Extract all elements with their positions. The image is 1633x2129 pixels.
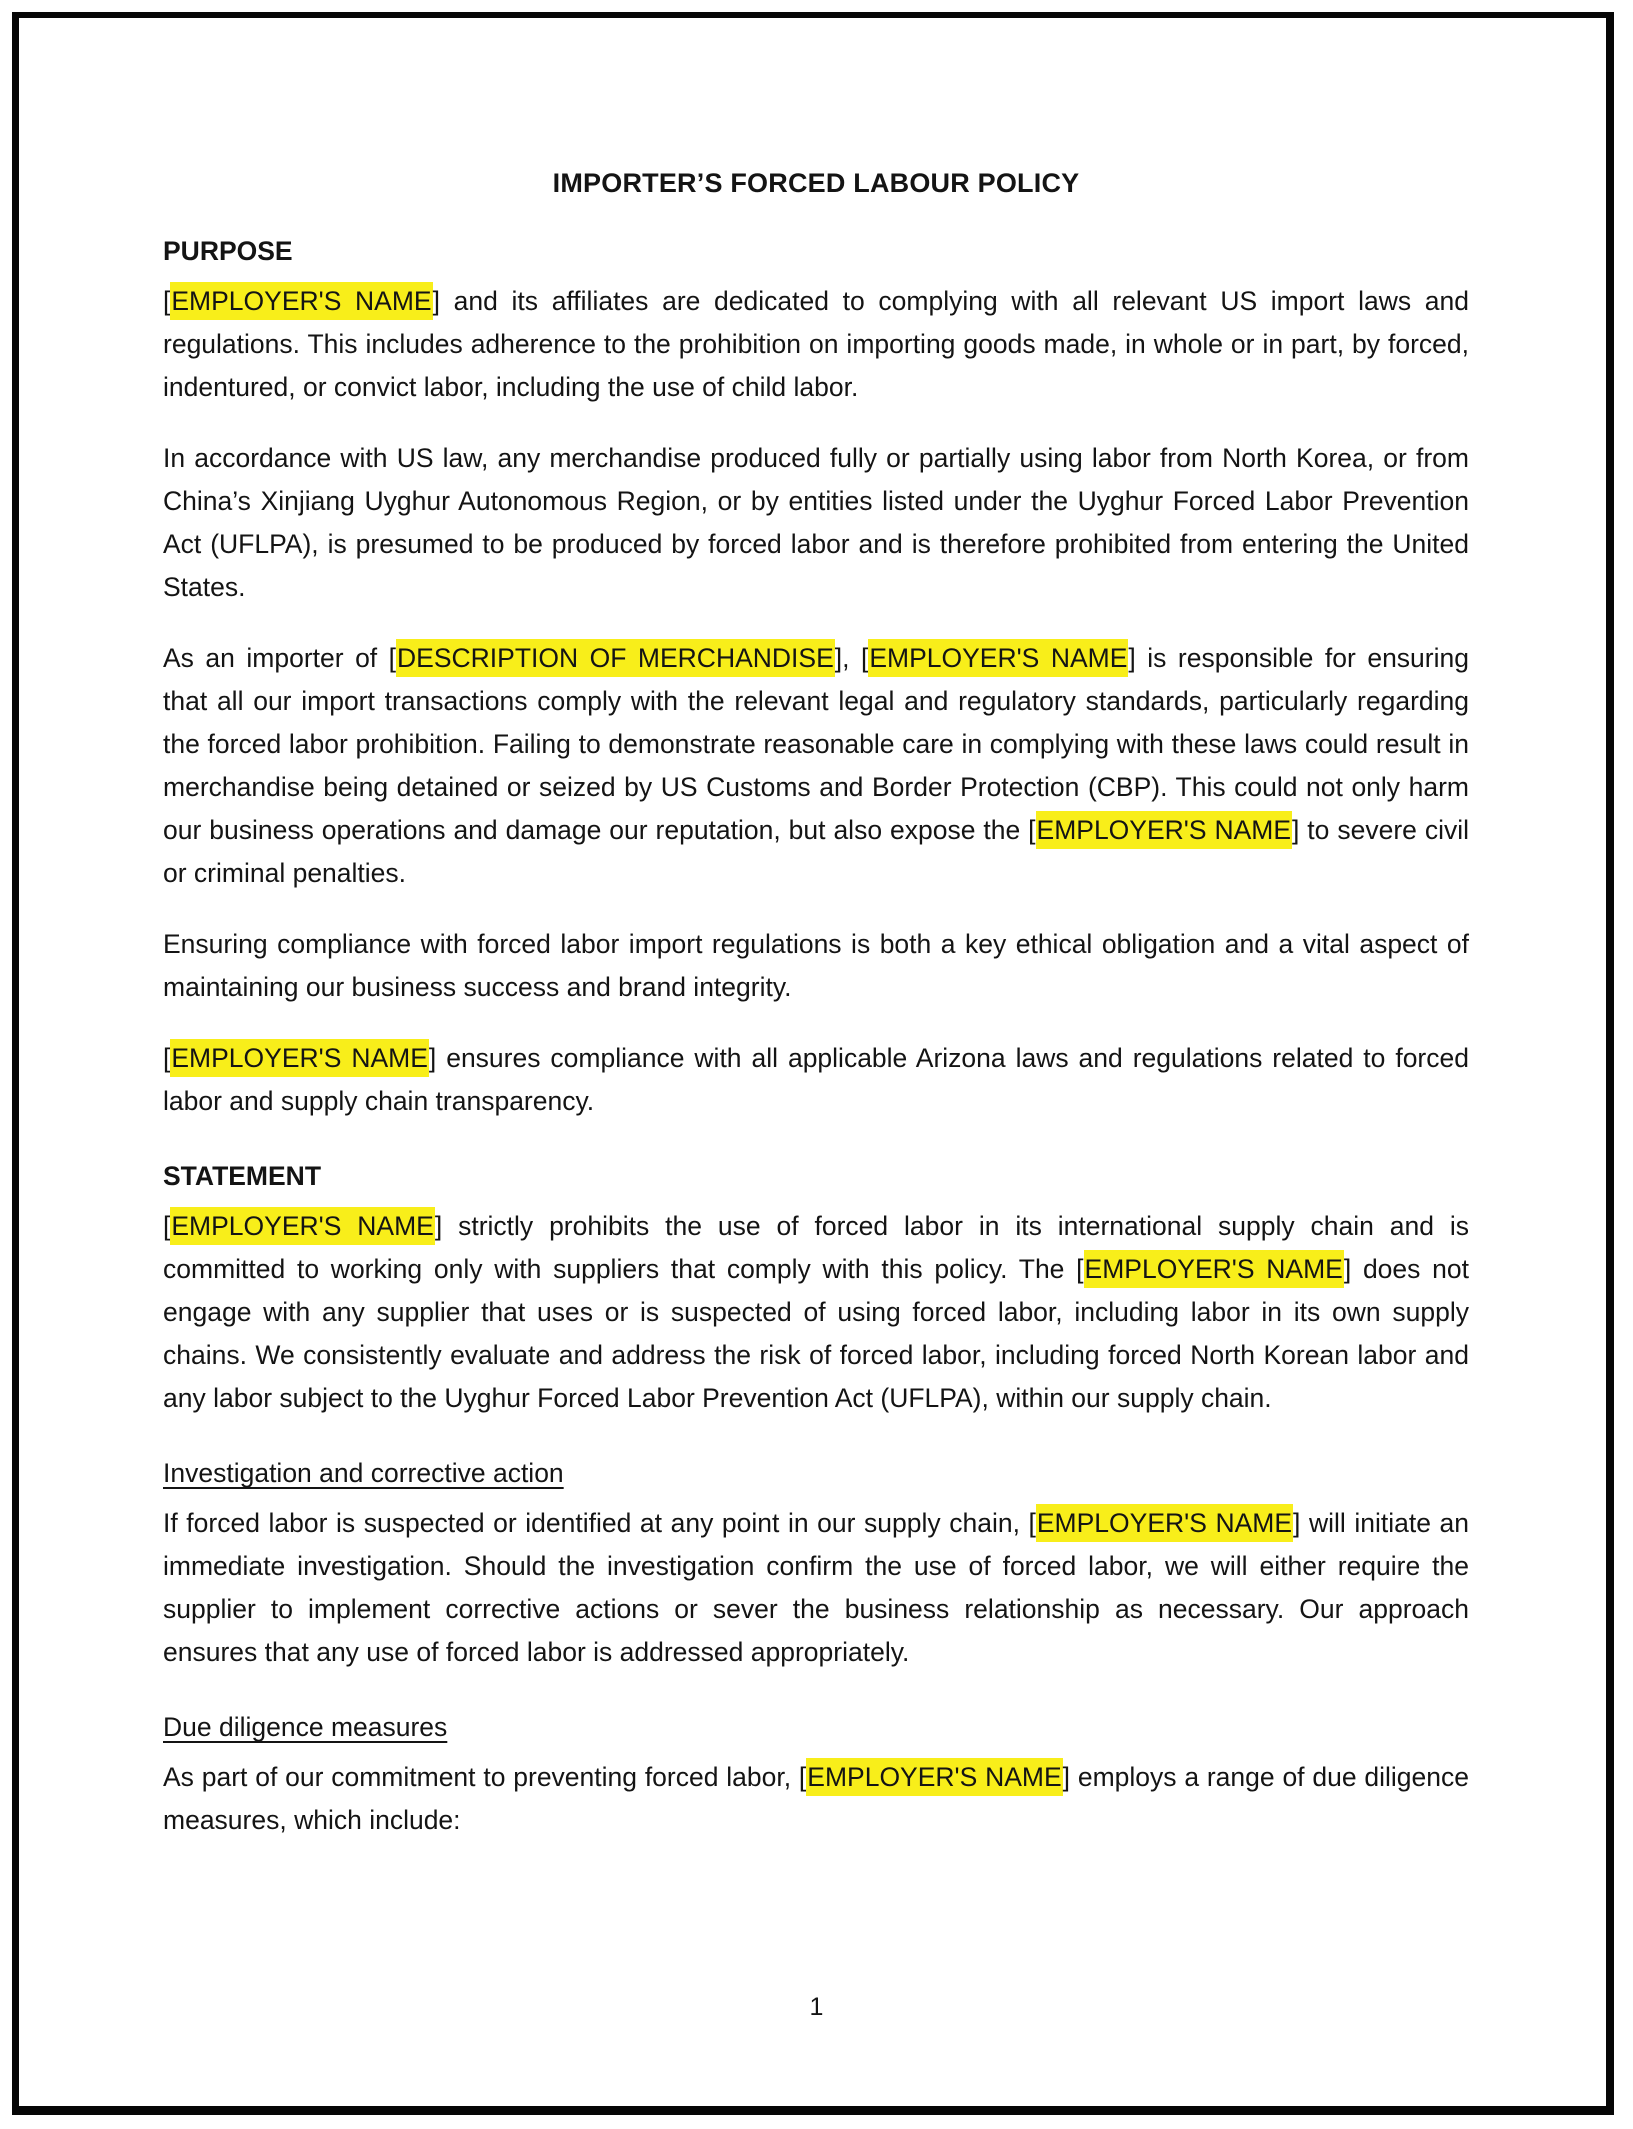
paragraph	[163, 923, 1469, 1009]
paragraph-text: Ensuring compliance with forced labor import regulations is both a key ethical obligation and a vital aspect of maintaining our business success and brand integrity.	[163, 929, 1469, 1002]
paragraph-text: As an importer of [	[163, 643, 397, 673]
paragraph-text: As part of our commitment to preventing forced labor, [	[163, 1762, 807, 1792]
paragraph	[163, 637, 1469, 895]
paragraph-text: ] strictly prohibits the use of forced labor in its international supply chain and is committed to working only with suppliers that comply with this policy. The [	[163, 1211, 1469, 1284]
paragraph-text: ] does not engage with any supplier that uses or is suspected of using forced labor, including labor in its own supply chains. We consistently evaluate and address the risk of forced labor, including forced North Korean labor and any labor subject to the Uyghur Forced Labor Prevention Act (UFLPA), within our supply chain.	[163, 1254, 1469, 1413]
placeholder-highlight: EMPLOYER'S NAME	[806, 1758, 1062, 1796]
paragraph	[163, 280, 1469, 409]
paragraph-text: ] ensures compliance with all applicable Arizona laws and regulations related to forced labor and supply chain transparency.	[163, 1043, 1469, 1116]
paragraph	[163, 1756, 1469, 1842]
section-heading: PURPOSE	[163, 236, 293, 266]
placeholder-highlight: EMPLOYER'S NAME	[170, 1207, 434, 1245]
subsection-heading: Investigation and corrective action	[163, 1458, 564, 1488]
paragraph-text: [	[163, 1211, 171, 1241]
placeholder-highlight: EMPLOYER'S NAME	[868, 639, 1128, 677]
paragraph-text: If forced labor is suspected or identified at any point in our supply chain, [	[163, 1508, 1036, 1538]
paragraph	[163, 437, 1469, 609]
placeholder-highlight: DESCRIPTION OF MERCHANDISE	[396, 639, 835, 677]
section-heading: STATEMENT	[163, 1161, 322, 1191]
paragraph-text: ] to severe civil or criminal penalties.	[163, 815, 1469, 888]
paragraph-text: [	[163, 1043, 171, 1073]
paragraph-text: ] will initiate an immediate investigation. Should the investigation confirm the use of forced labor, we will either require the supplier to implement corrective actions or sever the business relationship as necessary. Our approach ensures that any use of forced labor is addressed appropriately.	[163, 1508, 1469, 1667]
document-content	[163, 0, 1469, 1870]
placeholder-highlight: EMPLOYER'S NAME	[170, 282, 432, 320]
paragraph-text: [	[163, 286, 171, 316]
document-title: IMPORTER’S FORCED LABOUR POLICY	[552, 168, 1080, 198]
paragraph-text: In accordance with US law, any merchandise produced fully or partially using labor from North Korea, or from China’s Xinjiang Uyghur Autonomous Region, or by entities listed under the Uyghur Forced Labor Prevention Act (UFLPA), is presumed to be produced by forced labor and is therefore prohibited from entering the United States.	[163, 443, 1469, 602]
page-number: 1	[809, 1993, 824, 2021]
placeholder-highlight: EMPLOYER'S NAME	[1036, 811, 1293, 849]
placeholder-highlight: EMPLOYER'S NAME	[1084, 1250, 1344, 1288]
paragraph-text: ] employs a range of due diligence measures, which include:	[163, 1762, 1469, 1835]
document-body	[163, 236, 1469, 1842]
paragraph	[163, 1037, 1469, 1123]
placeholder-highlight: EMPLOYER'S NAME	[1036, 1504, 1293, 1542]
placeholder-highlight: EMPLOYER'S NAME	[170, 1039, 429, 1077]
paragraph-text: ] and its affiliates are dedicated to complying with all relevant US import laws and regulations. This includes adherence to the prohibition on importing goods made, in whole or in part, by forced, indentured, or convict labor, including the use of child labor.	[163, 286, 1469, 402]
paragraph	[163, 1205, 1469, 1420]
paragraph-text: ] is responsible for ensuring that all our import transactions comply with the relevant legal and regulatory standards, particularly regarding the forced labor prohibition. Failing to demonstrate reasonable care in complying with these laws could result in merchandise being detained or seized by US Customs and Border Protection (CBP). This could not only harm our business operations and damage our reputation, but also expose the [	[163, 643, 1469, 845]
paragraph-text: ], [	[834, 643, 869, 673]
paragraph	[163, 1502, 1469, 1674]
subsection-heading: Due diligence measures	[163, 1712, 448, 1742]
